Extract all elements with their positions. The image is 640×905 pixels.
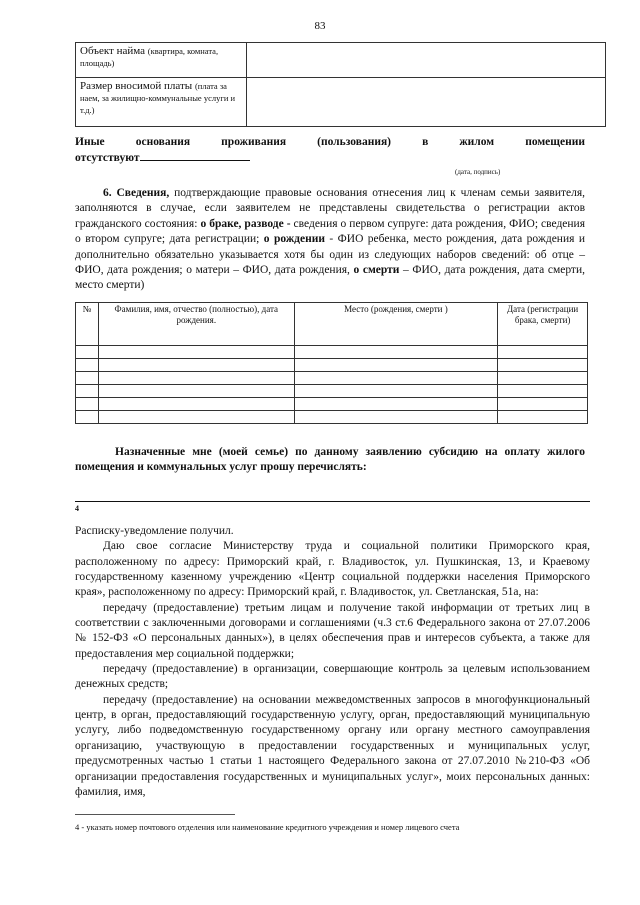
- table-row[interactable]: [76, 359, 588, 372]
- rent-amount-value[interactable]: [247, 78, 606, 127]
- table-row: [76, 78, 606, 127]
- section-6-paragraph: [75, 186, 585, 294]
- section-text: сведения о первом супруге: дата рождения, ФИО; сведения о втором супруге; дата регистрации;: [75, 217, 585, 246]
- consent-paragraph: передачу (предоставление) третьим лицам и получение такой информации от третьих лиц в соответствии с заключенными договорами и соглашениями (ч.3 ст.6 Федерального закона от 27.07.2006 № 152-ФЗ «О персональных данных»), в целях обеспечения прав и интересов субъекта, а также для предоставления мер социальной поддержки;: [75, 601, 590, 660]
- word: (пользования): [317, 136, 391, 148]
- table-row[interactable]: [76, 398, 588, 411]
- section-text: подтверждающие правовые основания отнесения лиц к членам семьи заявителя, заполняются в случае, если заявителем не представлены свидетельства о регистрации актов гражданского состояния:: [75, 187, 586, 230]
- rent-amount-label: [76, 78, 247, 127]
- absent-word: отсутствуют: [75, 152, 140, 164]
- col-place-header: Место (рождения, смерти ): [294, 303, 498, 346]
- col-date-header: Дата (регистрации брака, смерти): [498, 303, 588, 346]
- word: в: [422, 136, 429, 148]
- table-row[interactable]: [76, 346, 588, 359]
- consent-paragraph: Даю свое согласие Министерству труда и социальной политики Приморского края, расположенному по адресу: Приморский край, г. Владивосток, ул. Пушкинская, 13, и Краевому государственному казенному учреждению «Центр социальной поддержки населения Приморского края», расположенному по адресу: Приморский край, г. Владивосток, ул. Светланская, 51а, на:: [75, 540, 590, 599]
- section-text: – ФИО, дата рождения, дата смерти, место смерти): [75, 264, 585, 292]
- housing-info-table: [75, 42, 606, 127]
- table-header-row: [76, 303, 588, 346]
- table-row[interactable]: [76, 411, 588, 424]
- subsidy-transfer-request: [75, 445, 585, 475]
- transfer-details-line[interactable]: [75, 501, 590, 502]
- housing-object-value[interactable]: [247, 43, 606, 78]
- other-grounds-heading: [75, 136, 585, 148]
- table-row[interactable]: [76, 385, 588, 398]
- label-main: Размер вносимой платы: [80, 80, 193, 92]
- word: помещении: [525, 136, 585, 148]
- housing-object-label: [76, 43, 247, 78]
- table-row: [76, 43, 606, 78]
- section-lead: Сведения,: [116, 187, 170, 199]
- footnote-text: 4 - указать номер почтового отделения или наименование кредитного учреждения и номер лицевого счета: [75, 822, 460, 832]
- civil-records-table: [75, 302, 588, 424]
- footnote-ref: 4: [75, 504, 79, 513]
- label-hint: (квартира, комната, площадь): [80, 46, 219, 68]
- subsidy-text: Назначенные мне (моей семье) по данному заявлению субсидию на оплату жилого помещения и коммунальных услуг прошу перечислять:: [75, 446, 585, 473]
- word: жилом: [459, 136, 495, 148]
- marriage-bold: о браке, разводе -: [200, 217, 291, 230]
- page-number: 83: [314, 20, 326, 32]
- footnote-divider: [75, 814, 235, 815]
- word: проживания: [221, 136, 287, 148]
- consent-paragraph: передачу (предоставление) в организации, совершающие контроль за целевым использованием денежных средств;: [75, 663, 590, 691]
- consent-block: [75, 524, 590, 800]
- table-row[interactable]: [76, 372, 588, 385]
- birth-bold: о рождении: [263, 233, 325, 246]
- death-bold: о смерти: [353, 264, 400, 277]
- consent-paragraph: передачу (предоставление) на основании межведомственных запросов в многофункциональный центр, в орган, предоставляющий государственную услугу, орган, предоставляющий муниципальную услугу, либо подведомственную государственному органу или органу местного самоуправления организацию, участвующую в предоставлении государственных и муниципальных услуг, предусмотренных частью 1 статьи 1 настоящего Федерального закона от 27.07.2010 №210-ФЗ «Об организации предоставления государственных и муниципальных услуг», моих персональных данных: фамилия, имя,: [75, 693, 590, 798]
- section-number: 6.: [103, 187, 112, 199]
- section-text: - ФИО ребенка, место рождения, дата рождения и дополнительно обязательно указывается хотя бы один из следующих наборов сведений: об отце – ФИО, дата рождения; о матери – ФИО, дата рождения,: [75, 233, 585, 277]
- signature-blank-line[interactable]: [140, 150, 250, 161]
- absent-line: [75, 150, 250, 164]
- receipt-line: Расписку-уведомление получил.: [75, 525, 234, 537]
- label-main: Объект найма: [80, 45, 146, 57]
- label-hint: (плата за наем, за жилищно-коммунальные услуги и т.д.): [80, 81, 236, 115]
- col-number-header: №: [76, 303, 99, 346]
- signature-hint: (дата, подпись): [455, 168, 501, 176]
- word: основания: [135, 136, 191, 148]
- word: Иные: [75, 136, 105, 148]
- col-fio-header: Фамилия, имя, отчество (полностью), дата рождения.: [98, 303, 294, 346]
